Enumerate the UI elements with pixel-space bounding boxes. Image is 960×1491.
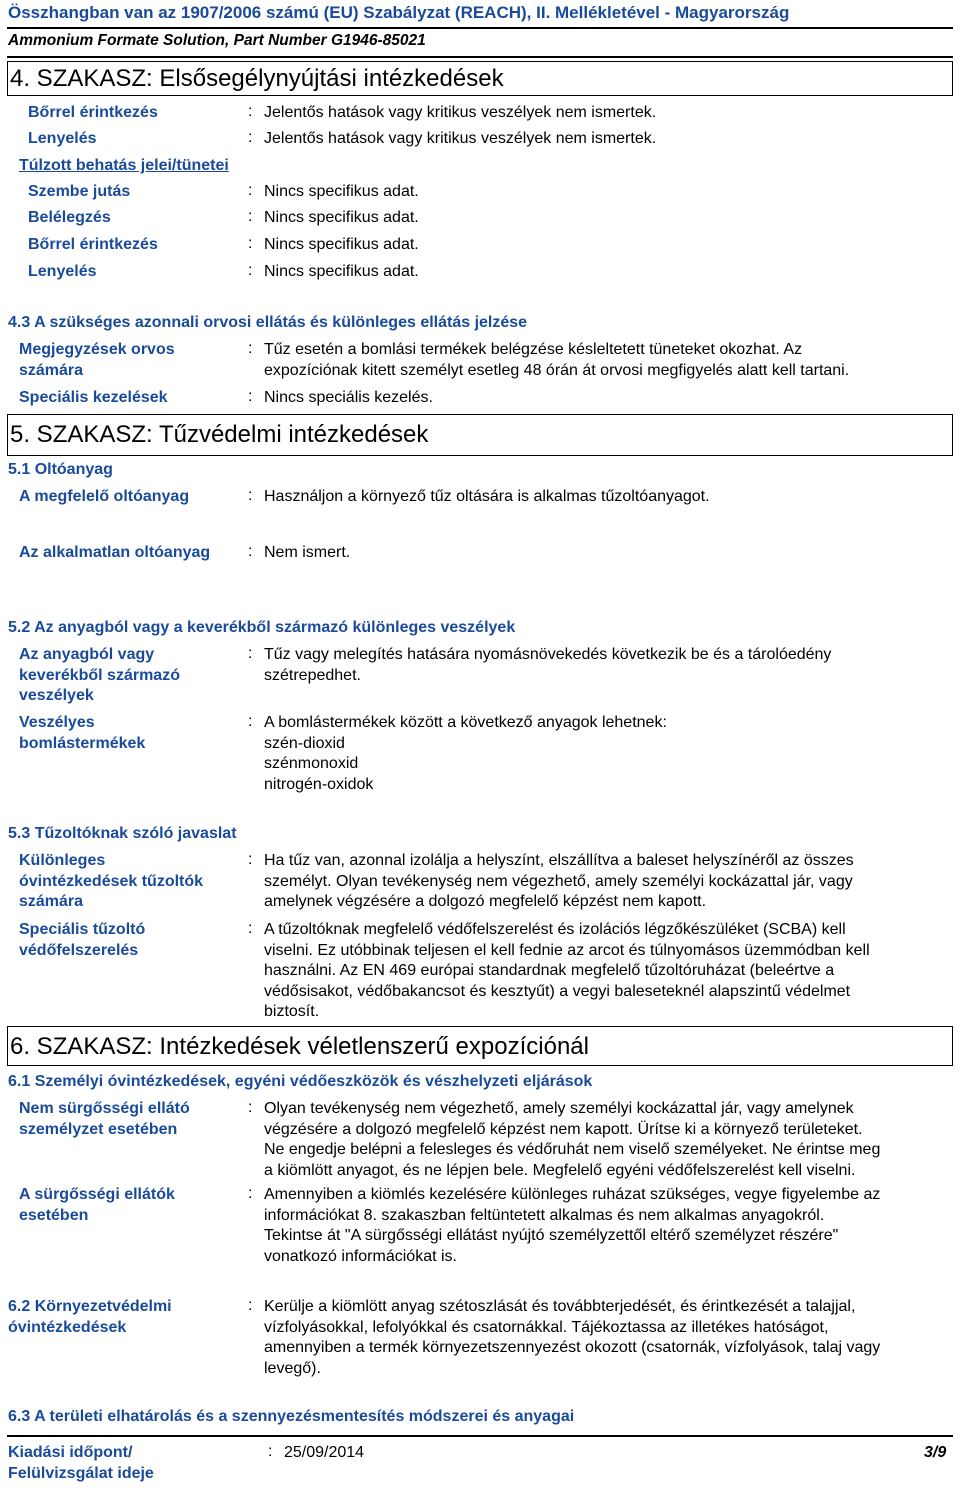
inhalation-label: Belélegzés	[28, 209, 111, 226]
section-4-title: 4. SZAKASZ: Elsősegélynyújtási intézkedések	[10, 65, 504, 92]
emergency-responders-label: A sürgősségi ellátók esetében	[19, 1186, 175, 1224]
ingestion-value: Jelentős hatások vagy kritikus veszélyek nem ismertek.	[264, 130, 657, 147]
header-divider	[7, 27, 953, 29]
special-treatment-value: Nincs speciális kezelés.	[264, 389, 433, 406]
colon: :	[248, 1099, 253, 1116]
section-6-title-box	[7, 1026, 953, 1066]
substance-hazards-value: Tűz vagy melegítés hatására nyomásnövekedés következik be és a tárolóedény szétrepedhet.	[264, 646, 832, 684]
environmental-precautions-label: 6.2 Környezetvédelmi óvintézkedések	[8, 1298, 172, 1336]
symptoms-heading: Túlzott behatás jelei/tünetei	[19, 157, 229, 174]
firefighter-equipment-label: Speciális tűzoltó védőfelszerelés	[19, 921, 146, 959]
footer-divider	[7, 1435, 953, 1437]
skin-contact-value: Jelentős hatások vagy kritikus veszélyek nem ismertek.	[264, 104, 657, 121]
decomposition-products-value: A bomlástermékek között a következő anyagok lehetnek: szén-dioxid szénmonoxid nitrogén-oxidok	[264, 714, 667, 793]
unsuitable-extinguishing-label: Az alkalmatlan oltóanyag	[19, 544, 211, 561]
substance-hazards-label: Az anyagból vagy keverékből származó veszélyek	[19, 646, 180, 704]
unsuitable-extinguishing-value: Nem ismert.	[264, 544, 351, 561]
ingestion-symptom-label: Lenyelés	[28, 263, 97, 280]
section-4-3-title: 4.3 A szükséges azonnali orvosi ellátás és különleges ellátás jelzése	[8, 314, 528, 331]
colon: :	[248, 235, 253, 252]
section-6-1-title: 6.1 Személyi óvintézkedések, egyéni védőeszközök és vészhelyzeti eljárások	[8, 1073, 593, 1090]
product-name: Ammonium Formate Solution, Part Number G1946-85021	[8, 32, 426, 49]
skin-contact-label: Bőrrel érintkezés	[28, 104, 158, 121]
decomposition-products-label: Veszélyes bomlástermékek	[19, 714, 146, 752]
physician-notes-label: Megjegyzések orvos számára	[19, 341, 175, 379]
colon: :	[248, 851, 253, 868]
eye-contact-value: Nincs specifikus adat.	[264, 183, 419, 200]
environmental-precautions-value: Kerülje a kiömlött anyag szétoszlását és továbbterjedését, és érintkezését a talajjal, vízfolyásokkal, lefolyókkal és csatornákkal. Tájékoztassa az illetékes hatóságot, amennyiben a termék környezetszennyezést okozott (csatornák, vízfolyások, talaj vagy levegő).	[264, 1298, 881, 1377]
colon: :	[248, 182, 253, 199]
section-6-title: 6. SZAKASZ: Intézkedések véletlenszerű expozíciónál	[10, 1033, 589, 1060]
eye-contact-label: Szembe jutás	[28, 183, 131, 200]
firefighter-equipment-value: A tűzoltóknak megfelelő védőfelszerelést és izolációs légzőkészüléket (SCBA) kell viselni. Ez utóbbinak teljesen el kell fednie az arcot és túlnyomásos üzemmódban kell használni. Az EN 469 európai standardnak megfelelő tűzoltóruházat (beleértve a védősisakot, védőbakancsot és kesztyűt) a vegyi baleseteknél alapszintű védelmet biztosít.	[264, 921, 870, 1020]
suitable-extinguishing-label: A megfelelő oltóanyag	[19, 488, 190, 505]
inhalation-value: Nincs specifikus adat.	[264, 209, 419, 226]
colon: :	[248, 1185, 253, 1202]
colon: :	[248, 920, 253, 937]
section-6-3-title: 6.3 A területi elhatárolás és a szennyezésmentesítés módszerei és anyagai	[8, 1408, 575, 1425]
colon: :	[248, 129, 253, 146]
section-5-title: 5. SZAKASZ: Tűzvédelmi intézkedések	[10, 421, 429, 448]
physician-notes-value: Tűz esetén a bomlási termékek belégzése késleltetett tüneteket okozhat. Az expozíciónak kitett személyt esetleg 48 órán át orvosi megfigyelés alatt kell tartani.	[264, 341, 850, 379]
special-treatment-label: Speciális kezelések	[19, 389, 168, 406]
non-emergency-personnel-value: Olyan tevékenység nem végezhető, amely személyi kockázattal jár, vagy amelynek végzésére a dolgozó megfelelő képzést nem kapott. Ürítse ki a környező területeket. Ne engedje belépni a felesleges és védőruhát nem viselő személyeket. Ne érintse meg a kiömlött anyagot, és ne lépjen bele. Megfelelő egyéni védőfelszerelést kell viselni.	[264, 1100, 881, 1179]
ingestion-symptom-value: Nincs specifikus adat.	[264, 263, 419, 280]
colon: :	[248, 543, 253, 560]
colon: :	[248, 487, 253, 504]
emergency-responders-value: Amennyiben a kiömlés kezelésére különleges ruházat szükséges, vegye figyelembe az információkat 8. szakaszban feltüntetett alkalmas és nem alkalmas anyagokról. Tekintse át "A sürgősségi ellátást nyújtó személyzettől eltérő személyzet részére" vonatkozó információkat is.	[264, 1186, 881, 1265]
section-5-3-title: 5.3 Tűzoltóknak szóló javaslat	[8, 825, 237, 842]
firefighter-precautions-label: Különleges óvintézkedések tűzoltók számára	[19, 852, 204, 910]
header-divider-bottom	[7, 56, 953, 58]
non-emergency-personnel-label: Nem sürgősségi ellátó személyzet esetében	[19, 1100, 190, 1138]
colon: :	[248, 340, 253, 357]
section-5-2-title: 5.2 Az anyagból vagy a keverékből származó különleges veszélyek	[8, 619, 516, 636]
colon: :	[248, 388, 253, 405]
skin-contact-symptom-value: Nincs specifikus adat.	[264, 236, 419, 253]
colon: :	[248, 1297, 253, 1314]
colon: :	[268, 1443, 273, 1460]
colon: :	[248, 103, 253, 120]
colon: :	[248, 208, 253, 225]
section-4-title-box	[7, 61, 953, 96]
colon: :	[248, 713, 253, 730]
firefighter-precautions-value: Ha tűz van, azonnal izolálja a helyszínt, elszállítva a baleset helyszínéről az összes személyt. Olyan tevékenység nem végezhető, amely személyi kockázattal jár, vagy amelynek végzésére a dolgozó megfelelő képzést nem kapott.	[264, 852, 854, 910]
issue-date-value: 25/09/2014	[284, 1444, 365, 1461]
skin-contact-symptom-label: Bőrrel érintkezés	[28, 236, 158, 253]
colon: :	[248, 262, 253, 279]
ingestion-label: Lenyelés	[28, 130, 97, 147]
page-number: 3/9	[924, 1444, 947, 1461]
section-5-title-box	[7, 414, 953, 456]
colon: :	[248, 645, 253, 662]
section-5-1-title: 5.1 Oltóanyag	[8, 461, 113, 478]
issue-date-label: Kiadási időpont/ Felülvizsgálat ideje	[8, 1444, 154, 1482]
document-title: Összhangban van az 1907/2006 számú (EU) Szabályzat (REACH), II. Mellékletével - Magyarország	[8, 3, 790, 22]
suitable-extinguishing-value: Használjon a környező tűz oltására is alkalmas tűzoltóanyagot.	[264, 488, 710, 505]
